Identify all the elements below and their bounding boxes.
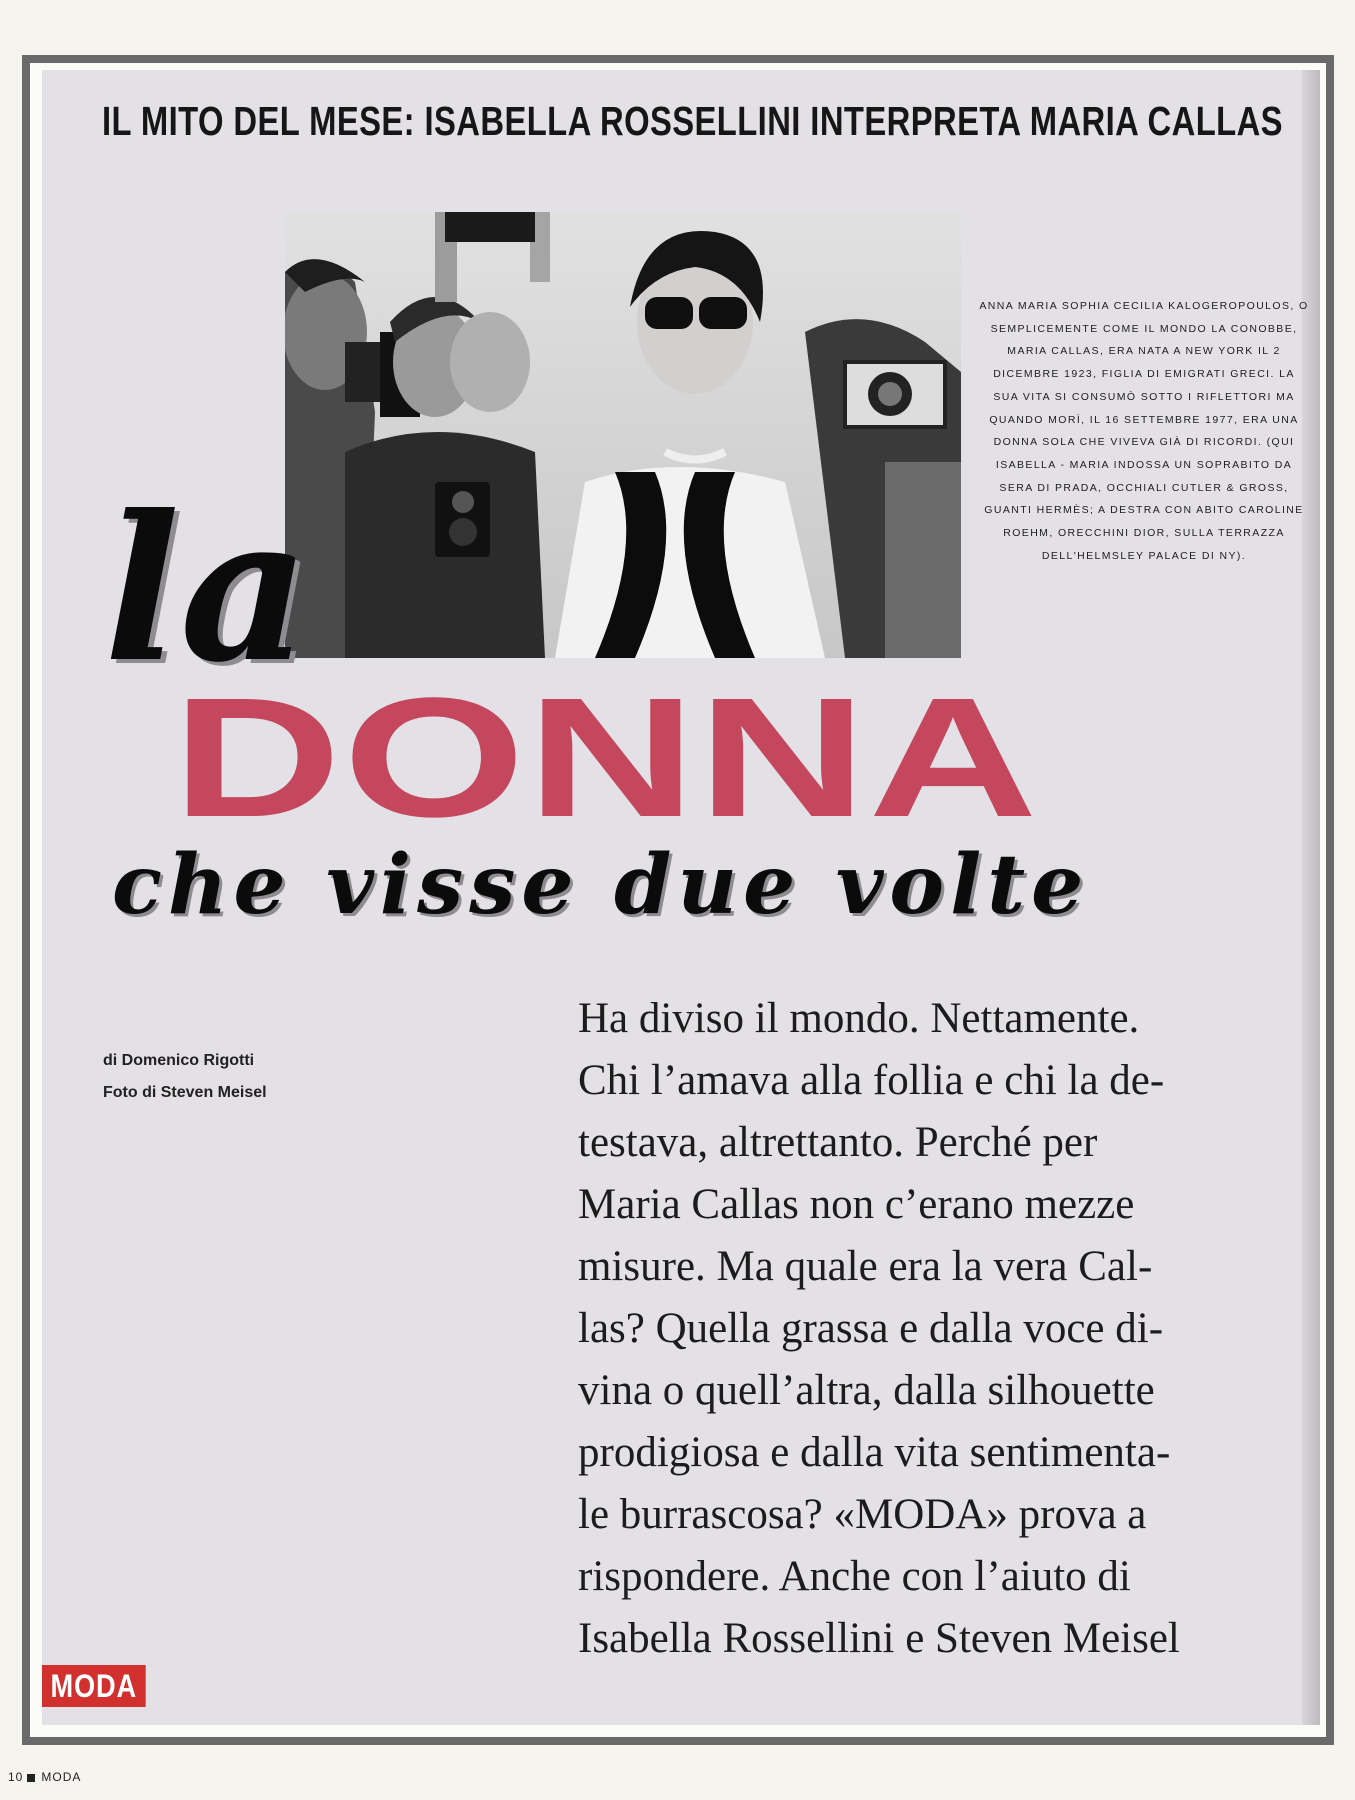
intro-line: rispondere. Anche con l’aiuto di [578,1553,1131,1600]
headline-subtitle: che visse due volte [112,837,1090,933]
photo-illustration [285,212,961,658]
intro-line: Isabella Rossellini e Steven Meisel [578,1615,1180,1662]
section-kicker: IL MITO DEL MESE: ISABELLA ROSSELLINI INTERPRETA MARIA CALLAS [102,98,1283,144]
intro-line: Chi l’amava alla follia e chi la de- [578,1057,1165,1104]
byline [103,1045,267,1109]
photo-caption: ANNA MARIA SOPHIA CECILIA KALOGEROPOULOS, O SEMPLICEMENTE COME IL MONDO LA CONOBBE, MARIA CALLAS, ERA NATA A NEW YORK IL 2 DICEMBRE 1923, FIGLIA DI EMIGRATI GRECI. LA SUA VITA SI CONSUMÒ SOTTO I RIFLETTORI MA QUANDO MORÌ, IL 16 SETTEMBRE 1977, ERA UNA DONNA SOLA CHE VIVEVA GIÀ DI RICORDI. (QUI ISABELLA - MARIA INDOSSA UN SOPRABITO DA SERA DI PRADA, OCCHIALI CUTLER & GROSS, GUANTI HERMÈS; A DESTRA CON ABITO CAROLINE ROEHM, ORECCHINI DIOR, SULLA TERRAZZA DELL'HELMSLEY PALACE DI NY). [979,300,1309,562]
folio-magazine-name: MODA [41,1770,82,1784]
intro-line: las? Quella grassa e dalla voce di- [578,1305,1164,1352]
byline-photo-credit: Foto di Steven Meisel [103,1084,267,1101]
byline-author: di Domenico Rigotti [103,1052,255,1069]
intro-paragraph [578,988,1278,1670]
page-number: 10 [8,1770,24,1784]
folio-square-icon [27,1774,35,1782]
moda-logo-badge: MODA [42,1665,146,1707]
intro-line: prodigiosa e dalla vita sentimenta- [578,1429,1171,1476]
intro-line: le burrascosa? «MODA» prova a [578,1491,1147,1538]
intro-line: Maria Callas non c’erano mezze [578,1181,1135,1228]
headline-la: la [104,472,310,707]
intro-line: Ha diviso il mondo. Nettamente. [578,995,1140,1042]
intro-line: testava, altrettanto. Perché per [578,1119,1098,1166]
headline-donna: DONNA [172,663,1040,853]
intro-line: misure. Ma quale era la vera Cal- [578,1243,1153,1290]
article-panel [42,70,1320,1725]
photo-callas-paparazzi [285,212,961,658]
intro-line: vina o quell’altra, dalla silhouette [578,1367,1155,1414]
page-folio [8,1770,81,1784]
